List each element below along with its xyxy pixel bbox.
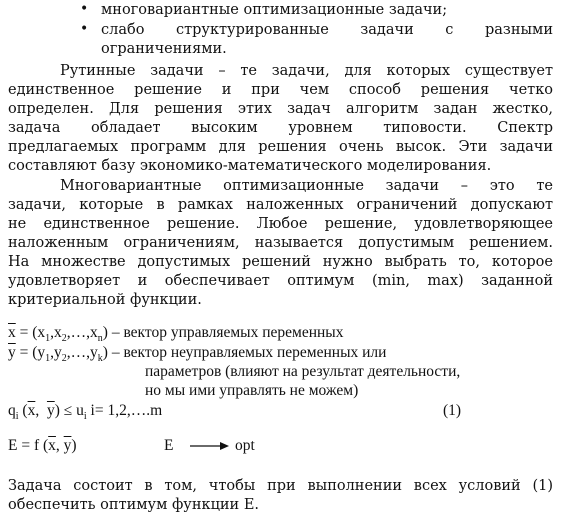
paragraph-line: задачи, которые в рамках наложенных ограничений допускают bbox=[8, 197, 553, 213]
bullet-item: многовариантные оптимизационные задачи; bbox=[101, 2, 448, 18]
conclusion-line: обеспечить оптимум функции Е. bbox=[8, 497, 260, 513]
paragraph-line: Рутинные задачи – те задачи, для которых существует bbox=[60, 63, 553, 79]
objective-formula: E = f ($\overline{x}$, $\overline{y}$) bbox=[8, 437, 77, 454]
x-vector-symbol: $\overline{x}$ bbox=[8, 324, 16, 341]
formula-y-continuation: но мы ими управлять не можем) bbox=[145, 382, 359, 399]
paragraph-line: удовлетворяет и обеспечивает оптимум (min, max) заданной bbox=[8, 273, 553, 289]
paragraph-line: задача обладает высоким уровнем типовости. Спектр bbox=[8, 120, 553, 136]
arrow-right-icon bbox=[190, 440, 230, 452]
constraint-formula: $q_i$ ($\overline{x}$, $\overline{y}) \le u_i$ i= 1,2,….m bbox=[8, 402, 163, 423]
paragraph-line: единственное решение и при чем способ решения четко bbox=[8, 82, 553, 98]
bullet-marker: • bbox=[80, 21, 89, 37]
conclusion-line: Задача состоит в том, чтобы при выполнении всех условий (1) bbox=[8, 478, 553, 494]
paragraph-line: наложенным ограничениям, называется допустимым решением. bbox=[8, 235, 553, 251]
formula-y-line: $\overline{y}$ = $(y_1,y_2,\dots,y_k)$ – вектор неуправляемых переменных или bbox=[8, 344, 387, 365]
paragraph-line: На множестве допустимых решений нужно выбрать то, которое bbox=[8, 254, 553, 270]
equation-number: (1) bbox=[443, 402, 462, 419]
paragraph-line: предлагаемых программ для решения очень высок. Эти задачи bbox=[8, 139, 553, 155]
bullet-item: слабо структурированные задачи с разными bbox=[101, 22, 553, 38]
formula-x-line: $\overline{x}$ = $(x_1,x_2,\dots,x_n)$ – вектор управляемых переменных bbox=[8, 324, 344, 345]
paragraph-line: критериальной функции. bbox=[8, 292, 202, 308]
opt-label: opt bbox=[235, 437, 255, 454]
formula-y-continuation: параметров (влияют на результат деятельности, bbox=[145, 363, 461, 380]
bullet-item-continuation: ограничениями. bbox=[101, 41, 227, 57]
paragraph-line: составляют базу экономико-математического моделирования. bbox=[8, 158, 492, 174]
paragraph-line: Многовариантные оптимизационные задачи – это те bbox=[60, 178, 553, 194]
y-vector-symbol: $\overline{y}$ bbox=[8, 344, 16, 361]
bullet-marker: • bbox=[80, 1, 89, 17]
e-label: E bbox=[164, 437, 174, 454]
paragraph-line: определен. Для решения этих задач алгоритм задан жестко, bbox=[8, 101, 553, 117]
paragraph-line: не единственное решение. Любое решение, удовлетворяющее bbox=[8, 216, 553, 232]
